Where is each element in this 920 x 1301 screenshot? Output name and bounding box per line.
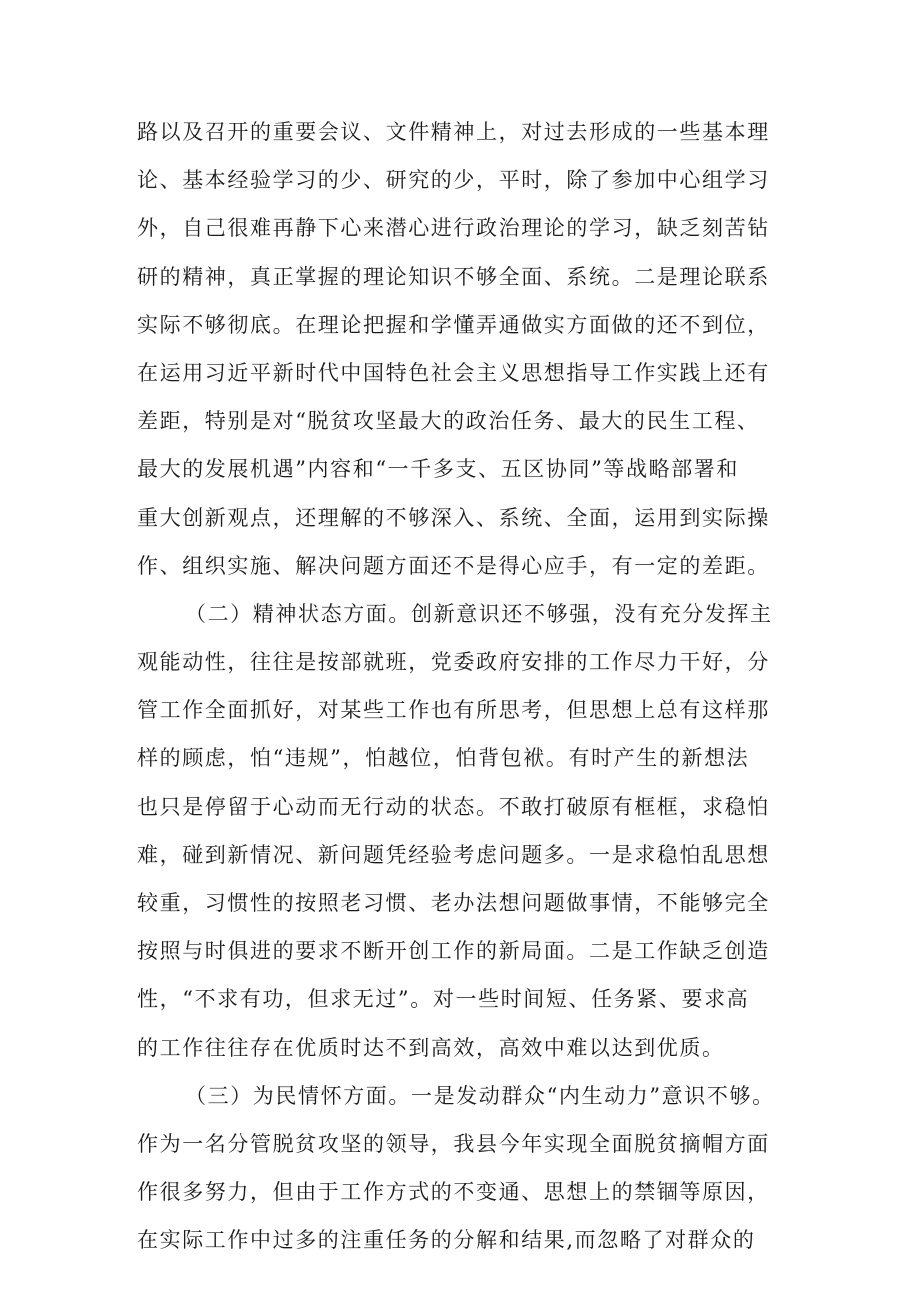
text-line: 的工作往往存在优质时达不到高效，高效中难以达到优质。: [137, 1035, 725, 1060]
text-line: 实际不够彻底。在理论把握和学懂弄通做实方面做的还不到位，: [137, 312, 770, 337]
text-line: 最大的发展机遇”内容和“一千多支、五区协同”等战略部署和: [137, 457, 740, 482]
text-line: 性，“不求有功，但求无过”。对一些时间短、任务紧、要求高: [137, 987, 750, 1012]
text-line: 作很多努力，但由于工作方式的不变通、思想上的禁锢等原因，: [137, 1180, 770, 1205]
text-line: 论、基本经验学习的少、研究的少，平时，除了参加中心组学习: [137, 168, 770, 193]
text-line: 在实际工作中过多的注重任务的分解和结果,而忽略了对群众的: [137, 1228, 756, 1253]
text-line: 也只是停留于心动而无行动的状态。不敢打破原有框框，求稳怕: [137, 794, 770, 819]
text-line: 重大创新观点，还理解的不够深入、系统、全面，运用到实际操: [137, 505, 770, 530]
text-line: 样的顾虑，怕“违规”，怕越位，怕背包袱。有时产生的新想法: [137, 746, 750, 771]
text-line: 研的精神，真正掌握的理论知识不够全面、系统。二是理论联系: [137, 264, 770, 289]
text-line: 难，碰到新情况、新问题凭经验考虑问题多。一是求稳怕乱思想: [137, 842, 770, 867]
text-line: 在运用习近平新时代中国特色社会主义思想指导工作实践上还有: [137, 360, 770, 385]
section-heading-line: （三）为民情怀方面。一是发动群众“内生动力”意识不够。: [185, 1083, 775, 1108]
text-line: 较重，习惯性的按照老习惯、老办法想问题做事情，不能够完全: [137, 891, 770, 915]
text-line: 按照与时俱进的要求不断开创工作的新局面。二是工作缺乏创造: [137, 939, 770, 964]
text-line: 作、组织实施、解决问题方面还不是得心应手，有一定的差距。: [137, 553, 770, 578]
text-line: 差距，特别是对“脱贫攻坚最大的政治任务、最大的民生工程、: [137, 409, 760, 434]
text-line: 作为一名分管脱贫攻坚的领导，我县今年实现全面脱贫摘帽方面: [137, 1131, 770, 1156]
text-line: 观能动性，往往是按部就班，党委政府安排的工作尽力干好，分: [137, 650, 770, 675]
document-body: [137, 108, 797, 1265]
text-line: 管工作全面抓好，对某些工作也有所思考，但思想上总有这样那: [137, 698, 770, 723]
section-heading-line: （二）精神状态方面。创新意识还不够强，没有充分发挥主: [185, 601, 773, 626]
text-line: 路以及召开的重要会议、文件精神上，对过去形成的一些基本理: [137, 120, 770, 144]
text-line: 外，自己很难再静下心来潜心进行政治理论的学习，缺乏刻苦钻: [137, 216, 770, 241]
